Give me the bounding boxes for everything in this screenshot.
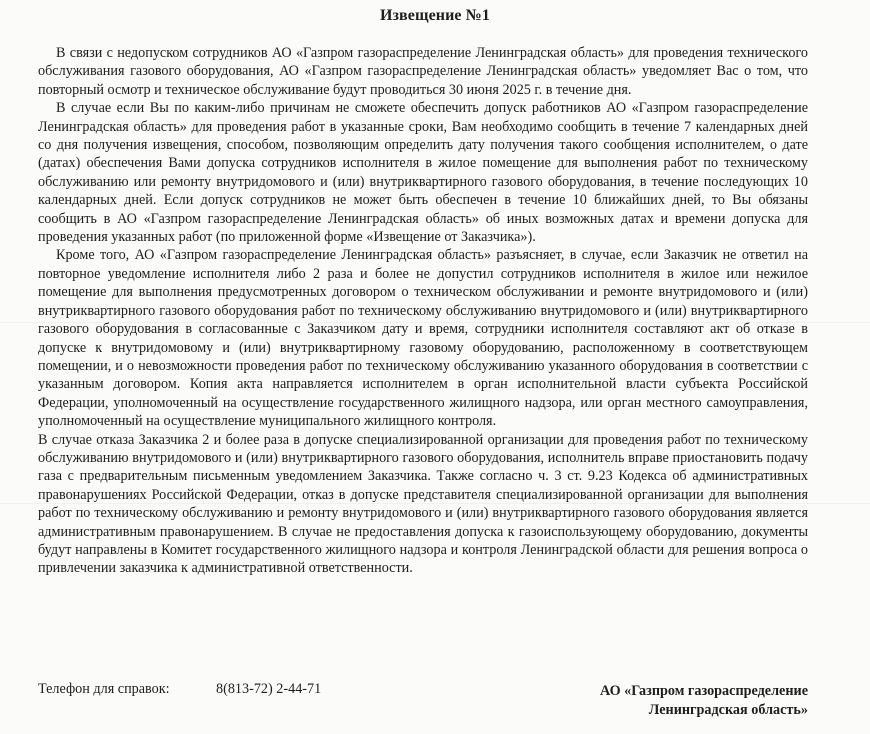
paragraph-2: В случае если Вы по каким-либо причинам не сможете обеспечить допуск работников АО «Газпром газораспределение Ленинградская область» для проведения работ в указанные сроки, Вам необходимо сообщить в течение 7 календарных дней со дня получения извещения, способом, позволяющим определить дату получения такого сообщения исполнителем, о дате (датах) обеспечения Вами допуска сотрудников исполнителя в жилое помещение для выполнения работ по техническому обслуживанию или ремонту внутридомового и (или) внутриквартирного газового оборудования, в течение последующих 10 календарных дней. Если допуск сотрудников не может быть обеспечен в течение 10 ближайших дней, то Вы обязаны сообщить в АО «Газпром газораспределение Ленинградская область» об иных возможных датах и времени допуска для проведения указанных работ (по приложенной форме «Извещение от Заказчика»). [38, 100, 808, 246]
scan-artifact [0, 322, 870, 323]
notice-body [38, 44, 808, 578]
footer [38, 680, 808, 724]
company-signature [600, 682, 808, 720]
page-title: Извещение №1 [379, 7, 491, 24]
phone-label: Телефон для справок: [38, 681, 170, 697]
company-name-line-2: Ленинградская область» [648, 702, 808, 718]
paragraph-4: В случае отказа Заказчика 2 и более раза в допуске специализированной организации для проведения работ по техническому обслуживанию внутридомового и (или) внутриквартирного газового оборудования, исполнитель вправе приостановить подачу газа с предварительным письменным уведомлением Заказчика. Также согласно ч. 3 ст. 9.23 Кодекса об административных правонарушениях Российской Федерации, отказ в допуске представителя специализированной организации для выполнения работ по техническому обслуживанию и ремонту внутридомового и (или) внутриквартирного газового оборудования является административным правонарушением. В случае не предоставления допуска к газоиспользующему оборудованию, документы будут направлены в Комитет государственного жилищного надзора и контроля Ленинградской области для решения вопроса о привлечении заказчика к административной ответственности. [38, 431, 808, 577]
phone-number: 8(813-72) 2-44-71 [216, 681, 322, 697]
company-name-line-1: АО «Газпром газораспределение [600, 683, 808, 699]
paragraph-1: В связи с недопуском сотрудников АО «Газпром газораспределение Ленинградская область» для проведения технического обслуживания газового оборудования, АО «Газпром газораспределение Ленинградская область» уведомляет Вас о том, что повторный осмотр и техническое обслуживание будут проводиться 30 июня 2025 г. в течение дня. [38, 45, 808, 98]
scan-artifact [0, 503, 870, 504]
paragraph-3: Кроме того, АО «Газпром газораспределение Ленинградская область» разъясняет, в случае, если Заказчик не ответил на повторное уведомление исполнителя либо 2 раза и более не допустил сотрудников исполнителя в жилое или нежилое помещение для выполнения предусмотренных договором о техническом обслуживании и ремонте внутридомового и (или) внутриквартирного газового оборудования работ по техническому обслуживанию внутридомового и (или) внутриквартирного газового оборудования в согласованные с Заказчиком дату и время, сотрудники исполнителя составляют акт об отказе в допуске к внутридомовому и (или) внутриквартирному газовому оборудованию, расположенному в соответствующем помещении, и о невозможности проведения работ по техническому обслуживанию указанного оборудования в соответствии с указанным договором. Копия акта направляется исполнителем в орган исполнительной власти субъекта Российской Федерации, уполномоченный на осуществление государственного жилищного надзора, или орган местного самоуправления, уполномоченный на осуществление муниципального жилищного контроля. [38, 247, 808, 430]
